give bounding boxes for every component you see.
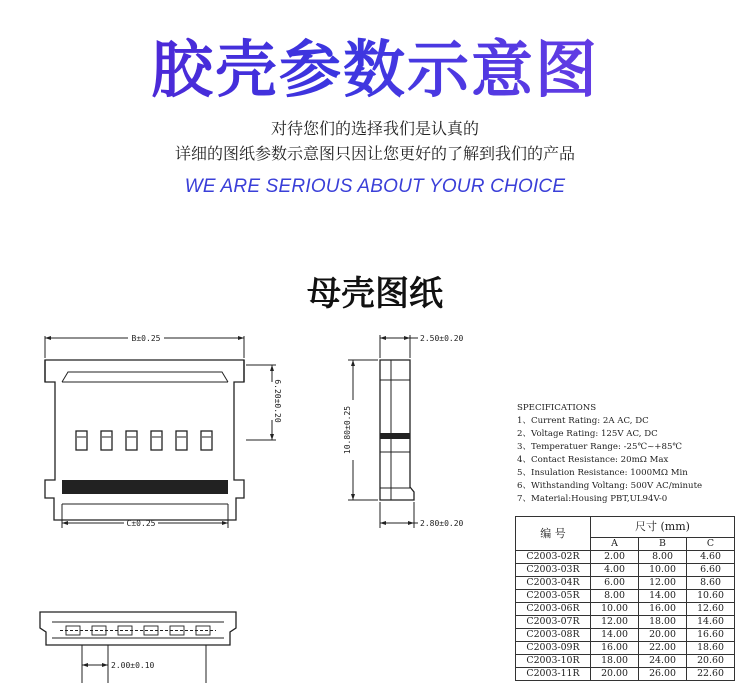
size-cell: 8.60 [687, 577, 735, 590]
table-row [516, 642, 735, 655]
size-cell: 8.00 [639, 551, 687, 564]
size-cell: 10.60 [687, 590, 735, 603]
spec-item: 6、Withstanding Voltang: 500V AC/minute [517, 481, 703, 491]
dim-side-width-label: 2.50±0.20 [420, 334, 464, 343]
part-code-cell: C2003-07R [516, 616, 591, 629]
size-cell: 8.00 [591, 590, 639, 603]
dim-pitch-label: 2.00±0.10 [111, 661, 155, 670]
tagline-2: 详细的图纸参数示意图只因让您更好的了解到我们的产品 [174, 144, 575, 163]
front-view [45, 334, 282, 528]
table-row [516, 616, 735, 629]
specifications [517, 402, 747, 506]
size-cell: 18.00 [639, 616, 687, 629]
table-row [516, 551, 735, 564]
header-col-c: C [687, 538, 735, 551]
table-row [516, 668, 735, 681]
part-code-cell: C2003-10R [516, 655, 591, 668]
size-cell: 16.60 [687, 629, 735, 642]
header-col-b: B [639, 538, 687, 551]
spec-item: 5、Insulation Resistance: 1000MΩ Min [517, 468, 688, 478]
part-code-cell: C2003-11R [516, 668, 591, 681]
dimension-table [515, 516, 735, 681]
size-cell: 6.00 [591, 577, 639, 590]
dim-b-label: B±0.25 [131, 334, 161, 343]
size-cell: 20.00 [639, 629, 687, 642]
spec-item: 7、Material:Housing PBT,UL94V-0 [517, 494, 668, 504]
spec-item: 2、Voltage Rating: 125V AC, DC [517, 429, 658, 439]
dim-side-bottom-label: 2.80±0.20 [420, 519, 464, 528]
bottom-view [40, 612, 236, 683]
section-subtitle: 母壳图纸 [307, 274, 443, 314]
size-cell: 22.60 [687, 668, 735, 681]
size-cell: 4.60 [687, 551, 735, 564]
size-cell: 10.00 [639, 564, 687, 577]
size-cell: 12.60 [687, 603, 735, 616]
size-cell: 16.00 [639, 603, 687, 616]
part-code-cell: C2003-09R [516, 642, 591, 655]
size-cell: 20.60 [687, 655, 735, 668]
table-row [516, 577, 735, 590]
table-header-row [516, 517, 735, 538]
tagline-1: 对待您们的选择我们是认真的 [270, 119, 479, 138]
size-cell: 18.00 [591, 655, 639, 668]
spec-heading: SPECIFICATIONS [517, 403, 597, 413]
side-view [343, 334, 464, 528]
dim-c-label: C±0.25 [126, 519, 156, 528]
size-cell: 14.60 [687, 616, 735, 629]
part-code-cell: C2003-04R [516, 577, 591, 590]
size-cell: 24.00 [639, 655, 687, 668]
table-row [516, 590, 735, 603]
header-col-a: A [591, 538, 639, 551]
size-cell: 14.00 [591, 629, 639, 642]
size-cell: 2.00 [591, 551, 639, 564]
dim-side-height-label: 10.80±0.25 [343, 405, 352, 455]
dim-height-label: 6.20±0.20 [273, 379, 282, 423]
size-cell: 18.60 [687, 642, 735, 655]
size-cell: 10.00 [591, 603, 639, 616]
spec-item: 3、Temperatuer Range: -25℃~+85℃ [517, 442, 683, 452]
part-code-cell: C2003-06R [516, 603, 591, 616]
size-cell: 22.00 [639, 642, 687, 655]
page-title: 胶壳参数示意图 [0, 30, 750, 110]
size-cell: 12.00 [591, 616, 639, 629]
part-code-cell: C2003-05R [516, 590, 591, 603]
part-code-cell: C2003-02R [516, 551, 591, 564]
size-cell: 20.00 [591, 668, 639, 681]
size-cell: 4.00 [591, 564, 639, 577]
spec-item: 4、Contact Resistance: 20mΩ Max [517, 455, 669, 465]
part-code-cell: C2003-03R [516, 564, 591, 577]
size-cell: 6.60 [687, 564, 735, 577]
header-size: 尺寸 (mm) [591, 517, 735, 538]
size-cell: 16.00 [591, 642, 639, 655]
part-code-cell: C2003-08R [516, 629, 591, 642]
spec-item: 1、Current Rating: 2A AC, DC [517, 416, 649, 426]
table-row [516, 655, 735, 668]
table-row [516, 564, 735, 577]
size-cell: 26.00 [639, 668, 687, 681]
size-cell: 12.00 [639, 577, 687, 590]
table-row [516, 603, 735, 616]
size-cell: 14.00 [639, 590, 687, 603]
table-row [516, 629, 735, 642]
header-code: 编 号 [516, 517, 591, 551]
slogan: WE ARE SERIOUS ABOUT YOUR CHOICE [184, 176, 566, 197]
